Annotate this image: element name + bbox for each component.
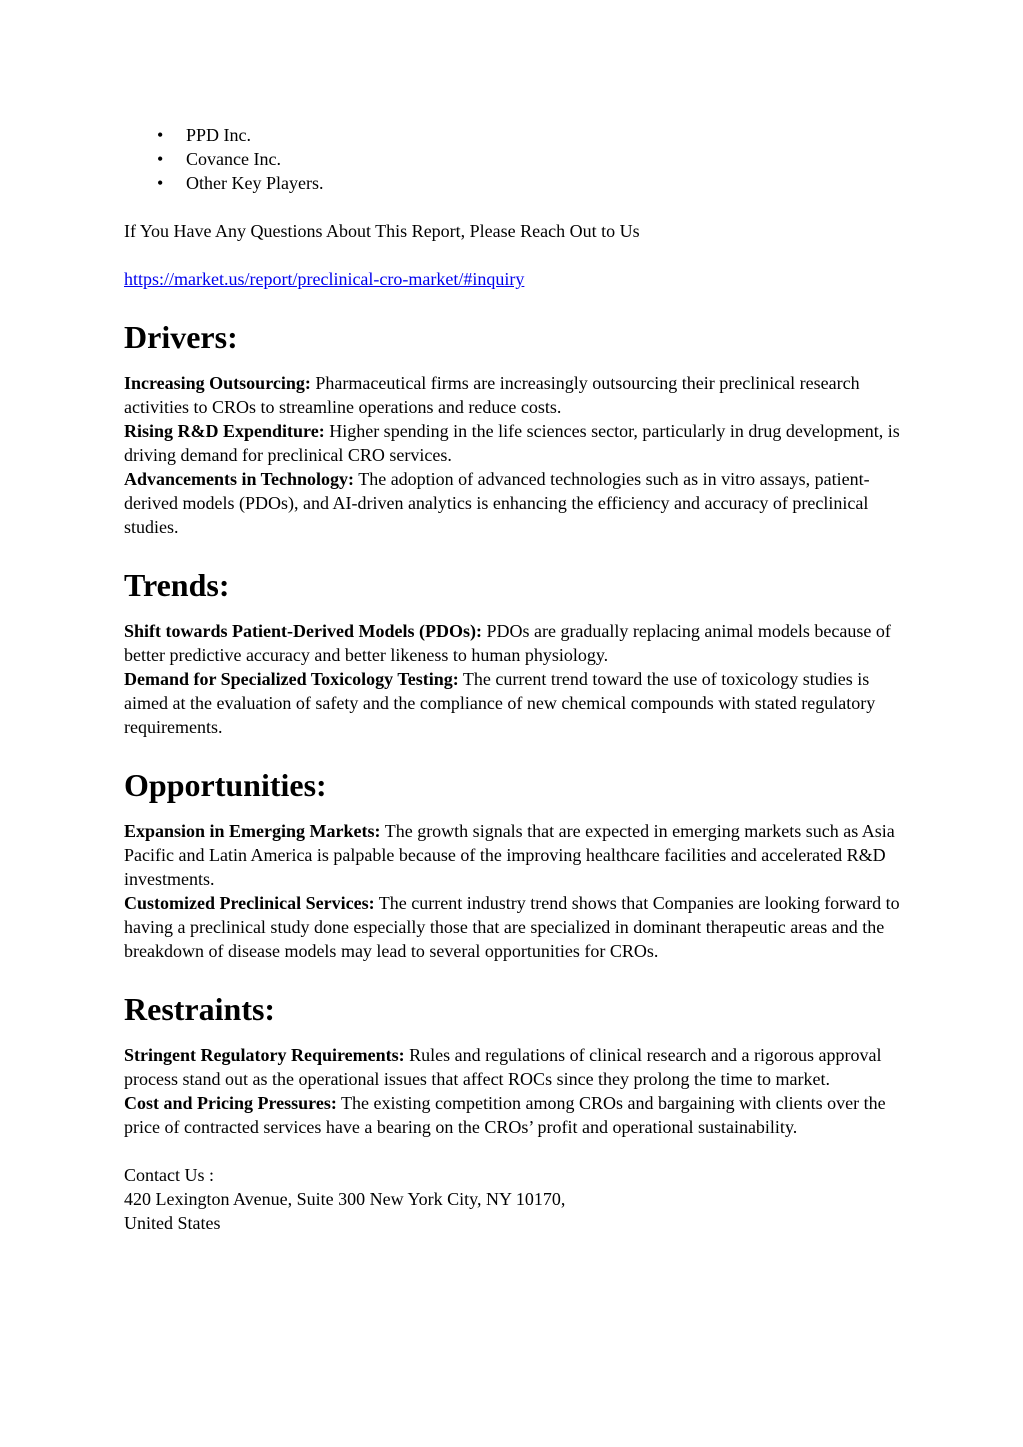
item-text: Rules and regulations of clinical research and a rigorous approval process stand out as the operational issues that affect ROCs since they prolong the time to market. bbox=[124, 1045, 882, 1089]
document-content bbox=[124, 123, 904, 1235]
list-item bbox=[124, 171, 904, 195]
trend-item bbox=[124, 619, 904, 667]
contact-address-line1: 420 Lexington Avenue, Suite 300 New York City, NY 10170, bbox=[124, 1189, 566, 1209]
bullet-icon: • bbox=[157, 125, 164, 145]
item-title: Expansion in Emerging Markets: bbox=[124, 821, 381, 841]
section-heading: Trends: bbox=[124, 567, 230, 603]
item-text: Higher spending in the life sciences sector, particularly in drug development, is driving demand for preclinical CRO services. bbox=[124, 421, 900, 465]
item-title: Rising R&D Expenditure: bbox=[124, 421, 325, 441]
player-name: Covance Inc. bbox=[186, 149, 281, 169]
driver-item bbox=[124, 371, 904, 419]
item-title: Shift towards Patient-Derived Models (PDOs): bbox=[124, 621, 482, 641]
list-item bbox=[124, 123, 904, 147]
section-heading: Restraints: bbox=[124, 991, 276, 1027]
contact-block bbox=[124, 1163, 904, 1235]
questions-prompt: If You Have Any Questions About This Report, Please Reach Out to Us bbox=[124, 221, 640, 241]
section-restraints bbox=[124, 963, 904, 1139]
trend-item bbox=[124, 667, 904, 739]
contact-address-line2: United States bbox=[124, 1213, 221, 1233]
driver-item bbox=[124, 467, 904, 539]
section-trends bbox=[124, 539, 904, 739]
inquiry-link-paragraph bbox=[124, 267, 904, 291]
opportunity-item bbox=[124, 819, 904, 891]
player-name: Other Key Players. bbox=[186, 173, 324, 193]
item-title: Cost and Pricing Pressures: bbox=[124, 1093, 337, 1113]
inquiry-link[interactable]: https://market.us/report/preclinical-cro-market/#inquiry bbox=[124, 269, 525, 289]
section-opportunities bbox=[124, 739, 904, 963]
item-title: Customized Preclinical Services: bbox=[124, 893, 375, 913]
driver-item bbox=[124, 419, 904, 467]
item-text: The current trend toward the use of toxicology studies is aimed at the evaluation of safety and the compliance of new chemical compounds with stated regulatory requirements. bbox=[124, 669, 876, 737]
item-title: Demand for Specialized Toxicology Testing: bbox=[124, 669, 459, 689]
bullet-icon: • bbox=[157, 149, 164, 169]
item-text: The adoption of advanced technologies such as in vitro assays, patient-derived models (PDOs), and AI-driven analytics is enhancing the efficiency and accuracy of preclinical studies. bbox=[124, 469, 870, 537]
contact-label: Contact Us : bbox=[124, 1165, 214, 1185]
item-text: The current industry trend shows that Companies are looking forward to having a preclinical study done especially those that are specialized in dominant therapeutic areas and the breakdown of disease models may lead to several opportunities for CROs. bbox=[124, 893, 900, 961]
section-heading: Drivers: bbox=[124, 319, 238, 355]
item-text: The existing competition among CROs and bargaining with clients over the price of contracted services have a bearing on the CROs’ profit and operational sustainability. bbox=[124, 1093, 886, 1137]
section-heading: Opportunities: bbox=[124, 767, 327, 803]
key-players-list bbox=[124, 123, 904, 195]
player-name: PPD Inc. bbox=[186, 125, 252, 145]
item-text: The growth signals that are expected in emerging markets such as Asia Pacific and Latin America is palpable because of the improving healthcare facilities and accelerated R&D investments. bbox=[124, 821, 895, 889]
item-text: Pharmaceutical firms are increasingly outsourcing their preclinical research activities to CROs to streamline operations and reduce costs. bbox=[124, 373, 860, 417]
item-text: PDOs are gradually replacing animal models because of better predictive accuracy and better likeness to human physiology. bbox=[124, 621, 891, 665]
opportunity-item bbox=[124, 891, 904, 963]
bullet-icon: • bbox=[157, 173, 164, 193]
list-item bbox=[124, 147, 904, 171]
item-title: Increasing Outsourcing: bbox=[124, 373, 311, 393]
item-title: Advancements in Technology: bbox=[124, 469, 355, 489]
section-drivers bbox=[124, 291, 904, 539]
item-title: Stringent Regulatory Requirements: bbox=[124, 1045, 405, 1065]
restraint-item bbox=[124, 1043, 904, 1091]
restraint-item bbox=[124, 1091, 904, 1139]
